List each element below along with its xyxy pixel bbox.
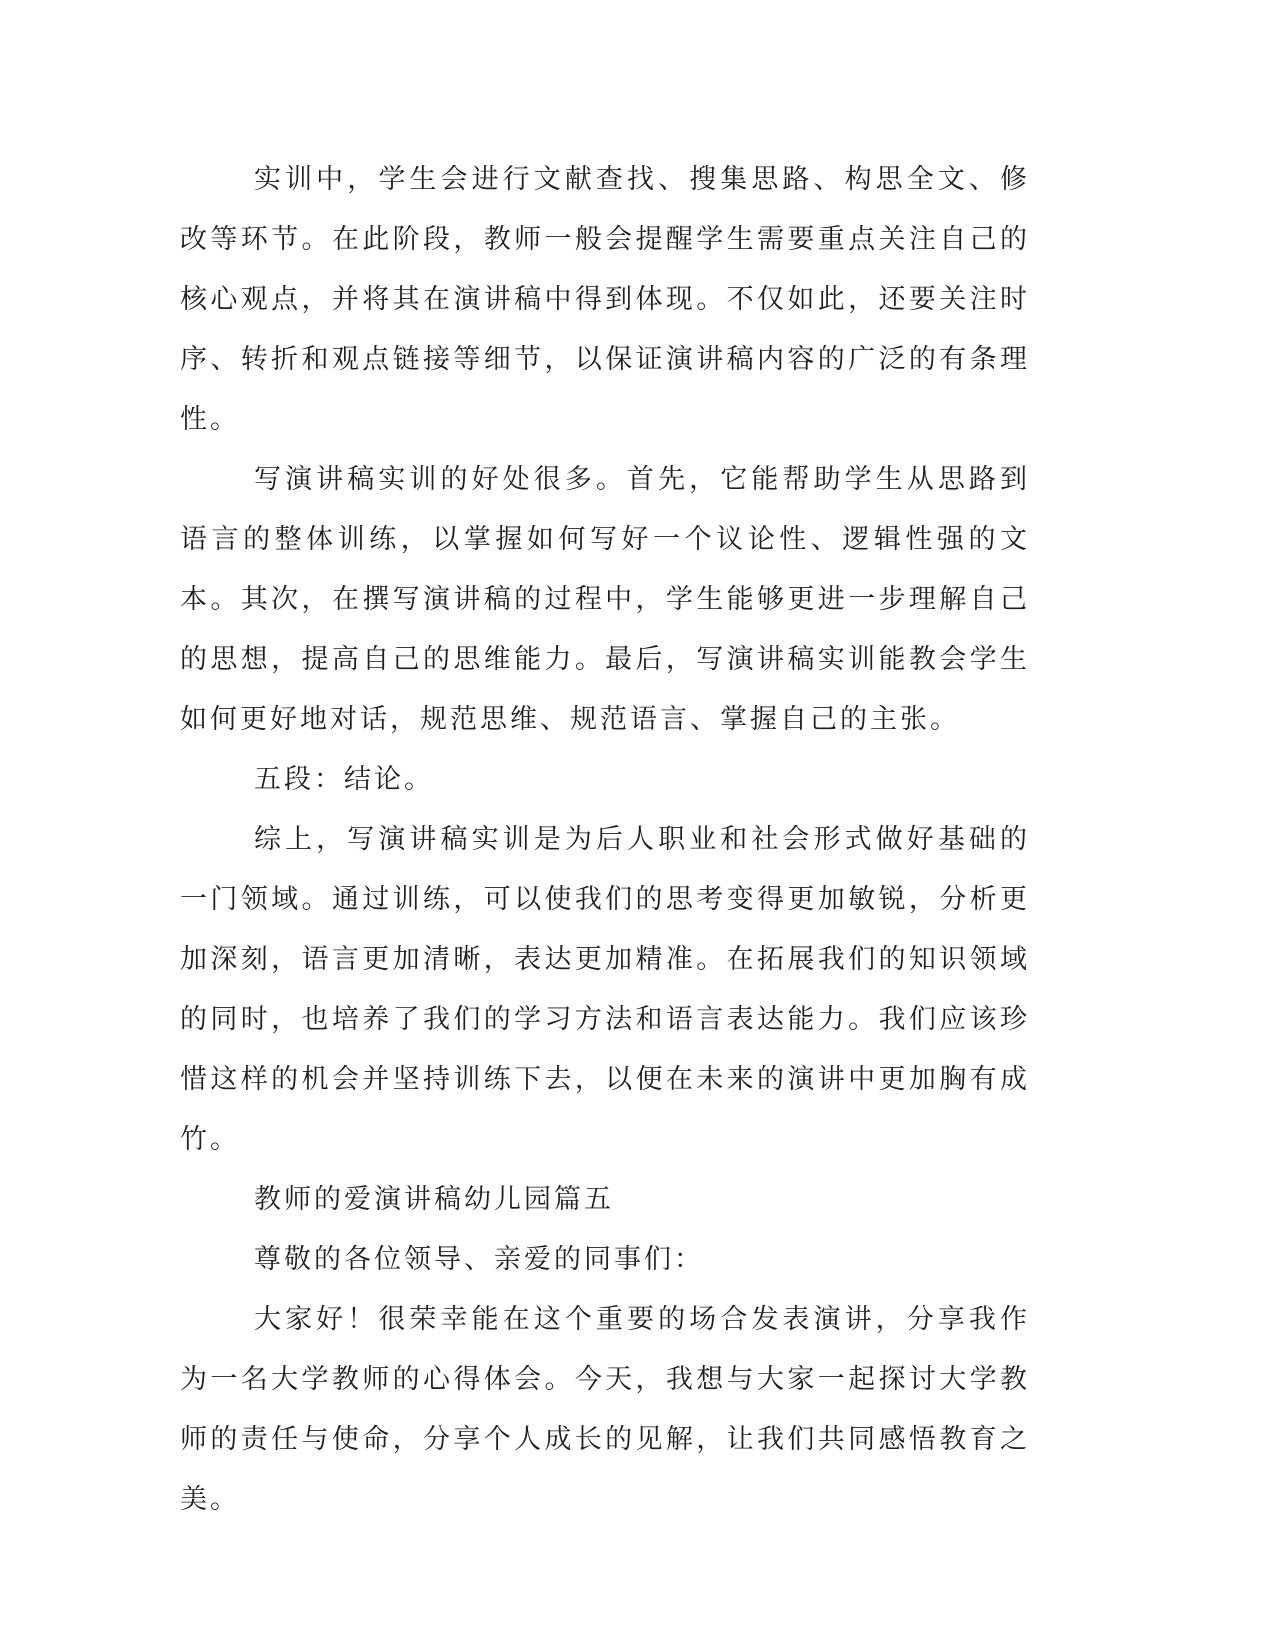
- paragraph-conclusion: 综上，写演讲稿实训是为后人职业和社会形式做好基础的一门领域。通过训练，可以使我们的思考变得更加敏锐，分析更加深刻，语言更加清晰，表达更加精准。在拓展我们的知识领域的同时，也培养了我们的学习方法和语言表达能力。我们应该珍惜这样的机会并坚持训练下去，以便在未来的演讲中更加胸有成竹。: [180, 824, 1030, 1155]
- document-page: [180, 150, 1030, 1530]
- paragraph-training-process: 实训中，学生会进行文献查找、搜集思路、构思全文、修改等环节。在此阶段，教师一般会提醒学生需要重点关注自己的核心观点，并将其在演讲稿中得到体现。不仅如此，还要关注时序、转折和观点链接等细节，以保证演讲稿内容的广泛的有条理性。: [180, 164, 1030, 435]
- salutation: 尊敬的各位领导、亲爱的同事们：: [254, 1244, 704, 1275]
- article-title: 教师的爱演讲稿幼儿园篇五: [254, 1184, 614, 1215]
- section-heading-conclusion: 五段：结论。: [254, 764, 434, 795]
- paragraph-training-benefits: 写演讲稿实训的好处很多。首先，它能帮助学生从思路到语言的整体训练，以掌握如何写好一个议论性、逻辑性强的文本。其次，在撰写演讲稿的过程中，学生能够更进一步理解自己的思想，提高自己的思维能力。最后，写演讲稿实训能教会学生如何更好地对话，规范思维、规范语言、掌握自己的主张。: [180, 464, 1030, 735]
- paragraph-opening: 大家好！很荣幸能在这个重要的场合发表演讲，分享我作为一名大学教师的心得体会。今天，我想与大家一起探讨大学教师的责任与使命，分享个人成长的见解，让我们共同感悟教育之美。: [180, 1304, 1030, 1515]
